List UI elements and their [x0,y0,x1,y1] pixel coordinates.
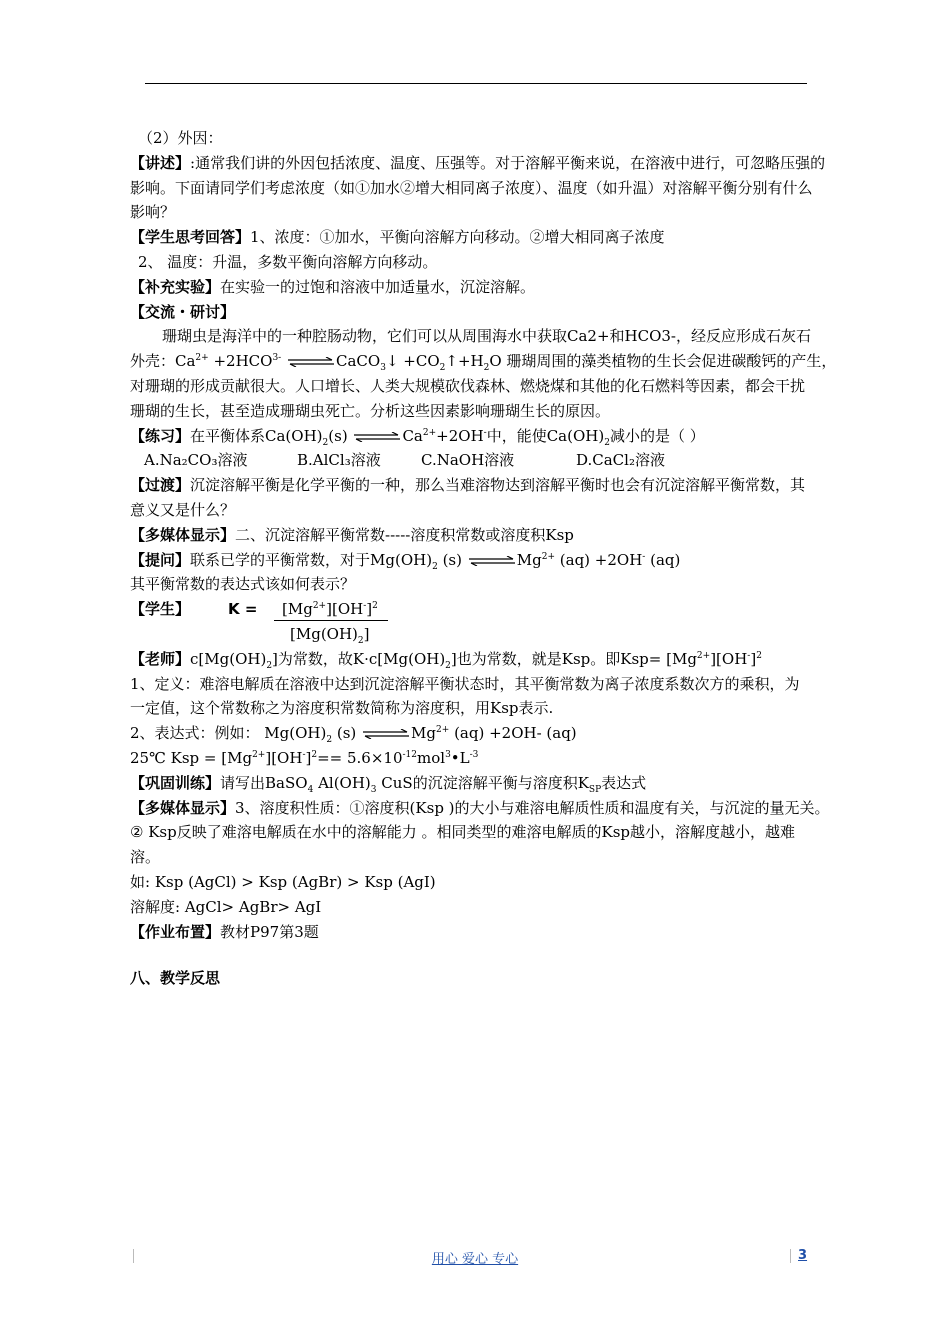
text-line: 溶解度: AgCl> AgBr> AgI [130,897,322,916]
header-rule [145,83,807,84]
text-line: ② Ksp反映了难溶电解质在水中的溶解能力 。相同类型的难溶电解质的Ksp越小，溶解度越小，越难 [130,823,795,842]
equation-line: 25℃ Ksp = $[Mg^{2+}][OH^-]^2==$ $5.6\times 10^{-12}mol^3•L^{-3}$ [130,748,479,767]
text-line: 【学生思考回答】1、浓度：①加水，平衡向溶解方向移动。②增大相同离子浓度 [130,228,665,247]
option-d: D.CaCl₂溶液 [576,451,665,470]
text-line: 【多媒体显示】二、沉淀溶解平衡常数-----溶度积常数或溶度积Ksp [130,525,574,544]
option-a: A.Na₂CO₃溶液 [144,451,248,470]
text-line: （2）外因： [138,129,223,147]
question-line: 【提问】联系已学的平衡常数，对于$Mg(OH)_2$ (s) $Mg^{2+}$ (aq) +2OH- (aq) [130,550,681,572]
equilibrium-arrow-icon [469,556,515,566]
equilibrium-arrow-icon [363,729,409,739]
text-line: 【老师】$c[Mg(OH)_2]$为常数，故$K\cdot c[Mg(OH)_2]$也为常数，就是Ksp。即$Ksp= [Mg^{2+}][OH^-]^2$ [130,649,762,671]
page-number: 3 [798,1248,808,1263]
text-line: 其平衡常数的表达式该如何表示？ [130,575,356,594]
text-line: 【交流・研讨】 [130,302,236,321]
text-line: 【作业布置】教材P97第3题 [130,922,319,941]
option-b: B.AlCl₃溶液 [297,451,381,470]
option-c: C.NaOH溶液 [421,451,515,470]
text-line: 如: Ksp (AgCl) > Ksp (AgBr) > Ksp (AgI) [130,872,436,891]
text-line: 【补充实验】在实验一的过饱和溶液中加适量水，沉淀溶解。 [130,277,536,296]
fraction-denominator-line [130,622,865,647]
text-line: 1、定义：难溶电解质在溶液中达到沉淀溶解平衡状态时，其平衡常数为离子浓度系数次方的乘积，为 [130,674,800,693]
text-line: 【过渡】沉淀溶解平衡是化学平衡的一种，那么当难溶物达到溶解平衡时也会有沉淀溶解平衡常数，其 [130,476,806,495]
options-line [130,448,865,473]
text-line: 溶。 [130,848,161,867]
equilibrium-arrow-icon [354,432,400,442]
text-line: 意义又是什么？ [130,500,236,519]
text-line: 影响？ [130,203,176,222]
text-line: 【讲述】:通常我们讲的外因包括浓度、温度、压强等。对于溶解平衡来说，在溶液中进行，可忽略压强的 [130,153,826,172]
footer-slogan: 用心 爱心 专心 [431,1252,519,1267]
document-body [130,126,865,991]
fraction-denominator: $[Mg(OH)_2]$ [290,624,370,646]
text-line: 影响。下面请同学们考虑浓度（如①加水②增大相同离子浓度）、温度（如升温）对溶解平衡分别有什么 [130,178,813,197]
text-line: 珊瑚的生长，甚至造成珊瑚虫死亡。分析这些因素影响珊瑚生长的原因。 [130,401,611,420]
exercise-line: 【练习】在平衡体系$Ca(OH)_2(s)$ $Ca^{2+}+2OH^-$中，能使$Ca(OH)_2$减小的是（ ） [130,426,705,448]
equation-line: 外壳：$Ca^{2+} +2HCO^{3-}$ CaCO$_3$↓ $+CO_2↑+H_2O$ 珊瑚周围的藻类植物的生长会促进碳酸钙的产生， [130,352,837,374]
text-line: 2、 温度：升温，多数平衡向溶解方向移动。 [138,252,438,271]
footer-divider [790,1249,791,1263]
section-heading: 八、教学反思 [130,969,221,988]
equation-line: 2、表达式：例如： $Mg(OH)_2$ (s) $Mg^{2+}$ (aq) +2OH- (aq) [130,724,577,746]
fraction-numerator-line: 【学生】 K = $[Mg^{2+}][OH^-]^2$ [130,597,865,622]
text-line: 【巩固训练】请写出BaSO$_4$ $Al(OH)_3$ CuS的沉淀溶解平衡与溶度积$K_{SP}$表达式 [130,773,647,795]
fraction-numerator: $[Mg^{2+}][OH^-]^2$ [282,600,378,619]
text-line: 【多媒体显示】3、溶度积性质：①溶度积(Ksp )的大小与难溶电解质性质和温度有关，与沉淀的量无关。 [130,798,830,817]
equilibrium-arrow-icon [288,357,334,367]
text-line: 对珊瑚的形成贡献很大。人口增长、人类大规模砍伐森林、燃烧煤和其他的化石燃料等因素，都会干扰 [130,376,806,395]
text-line: 珊瑚虫是海洋中的一种腔肠动物，它们可以从周围海水中获取Ca2+和HCO3-，经反应形成石灰石 [162,327,812,346]
text-line: 一定值，这个常数称之为溶度积常数简称为溶度积，用Ksp表示. [130,699,554,718]
